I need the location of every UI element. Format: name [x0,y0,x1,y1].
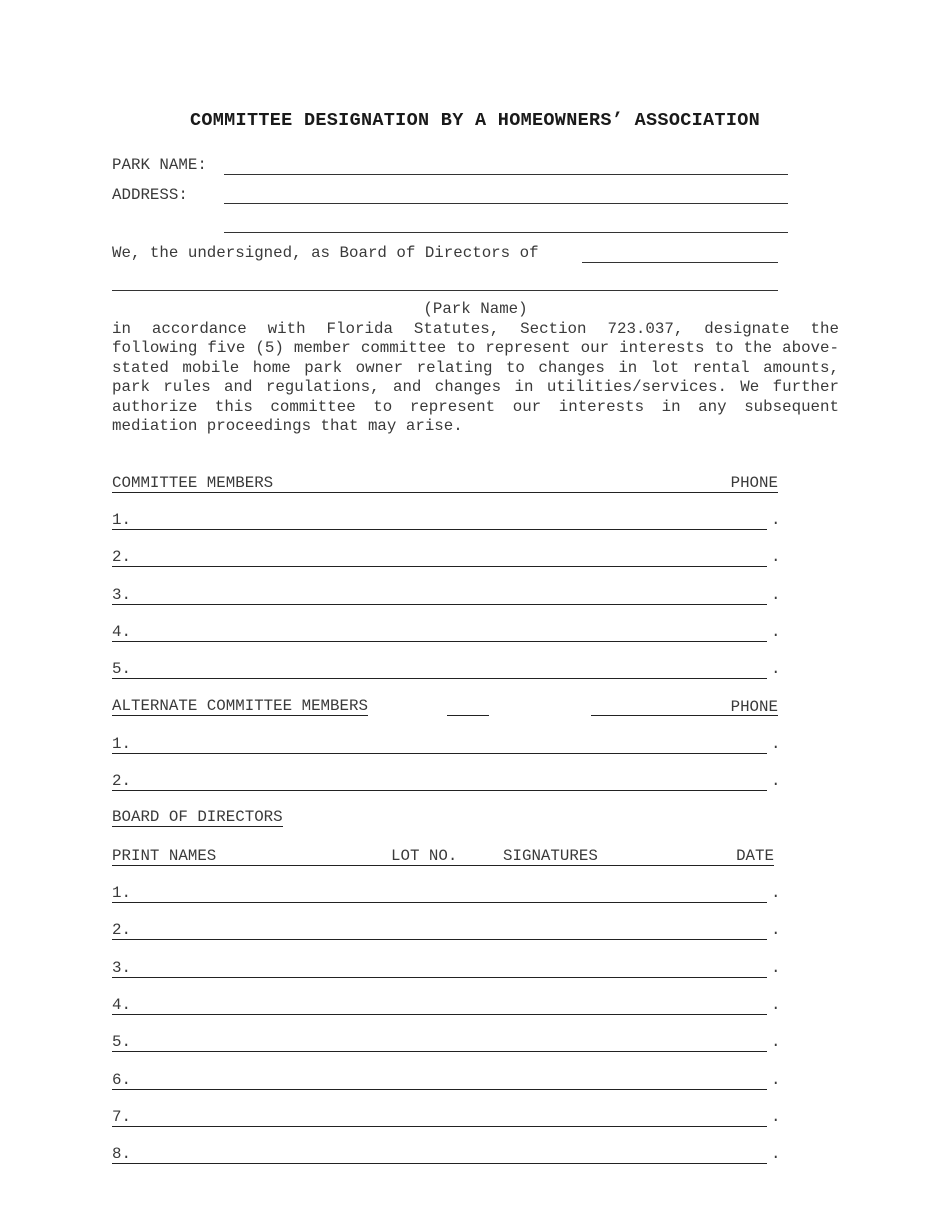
committee-header [112,470,778,493]
row-number: 3. [112,585,131,604]
park-name-label: PARK NAME: [112,156,207,174]
alternates-phone-label: PHONE [730,698,778,716]
row-end-mark: . [771,1145,781,1164]
row-end-mark: . [771,884,781,902]
row-number: 2. [112,772,131,791]
row-number: 1. [112,735,131,753]
address-field-line-1[interactable] [224,203,788,204]
row-end-mark: . [771,1033,781,1052]
row-number: 6. [112,1070,131,1089]
alternates-header-label: ALTERNATE COMMITTEE MEMBERS [112,697,368,715]
row-number: 8. [112,1145,131,1164]
row-end-mark: . [771,660,781,679]
row-end-mark: . [771,622,781,641]
address-label: ADDRESS: [112,186,188,204]
park-name-caption: (Park Name) [423,300,528,318]
board-heading: BOARD OF DIRECTORS [112,808,283,826]
board-row-2[interactable] [112,917,767,940]
row-end-mark: . [771,1070,781,1089]
committee-row-4[interactable] [112,619,767,642]
board-row-6[interactable] [112,1067,767,1090]
row-end-mark: . [771,921,781,940]
row-number: 2. [112,921,131,940]
row-end-mark: . [771,511,781,529]
park-name-field[interactable] [224,174,788,175]
row-end-mark: . [771,548,781,567]
board-row-3[interactable] [112,955,767,978]
committee-row-1[interactable] [112,507,767,530]
row-end-mark: . [771,735,781,753]
association-name-field[interactable] [582,262,778,263]
row-number: 1. [112,511,131,529]
col-print-names: PRINT NAMES [112,847,217,865]
board-row-4[interactable] [112,992,767,1015]
row-end-mark: . [771,958,781,977]
row-number: 4. [112,995,131,1014]
row-number: 5. [112,660,131,679]
col-lot-no: LOT NO. [391,847,458,865]
intro-text: We, the undersigned, as Board of Directors of [112,244,539,262]
row-end-mark: . [771,1107,781,1126]
row-end-mark: . [771,772,781,791]
row-end-mark: . [771,995,781,1014]
col-date: DATE [736,847,774,865]
row-end-mark: . [771,585,781,604]
form-title: COMMITTEE DESIGNATION BY A HOMEOWNERS’ ASSOCIATION [189,110,761,131]
board-columns-header [112,843,774,866]
alternates-row-2[interactable] [112,768,767,791]
alternates-header [112,694,778,716]
row-number: 7. [112,1107,131,1126]
committee-row-3[interactable] [112,582,767,605]
board-row-7[interactable] [112,1104,767,1127]
alternates-header-blank-1 [447,697,489,716]
row-number: 5. [112,1033,131,1052]
park-name-line[interactable] [112,290,778,291]
row-number: 4. [112,622,131,641]
row-number: 2. [112,548,131,567]
committee-row-2[interactable] [112,544,767,567]
row-number: 1. [112,884,131,902]
board-row-8[interactable] [112,1141,767,1164]
board-row-5[interactable] [112,1029,767,1052]
board-row-1[interactable] [112,880,767,903]
alternates-row-1[interactable] [112,731,767,754]
col-signatures: SIGNATURES [503,847,598,865]
committee-header-label: COMMITTEE MEMBERS [112,474,274,492]
committee-phone-label: PHONE [730,474,778,492]
designation-paragraph: in accordance with Florida Statutes, Section 723.037, designate the following five (5) member committee to represent our interests to the above-stated mobile home park owner relating to changes in lot rental amounts, park rules and regulations, and changes in utilities/services. We further authorize this committee to represent our interests in any subsequent mediation proceedings that may arise. [112,320,839,436]
address-field-line-2[interactable] [224,232,788,233]
row-number: 3. [112,958,131,977]
committee-row-5[interactable] [112,656,767,679]
